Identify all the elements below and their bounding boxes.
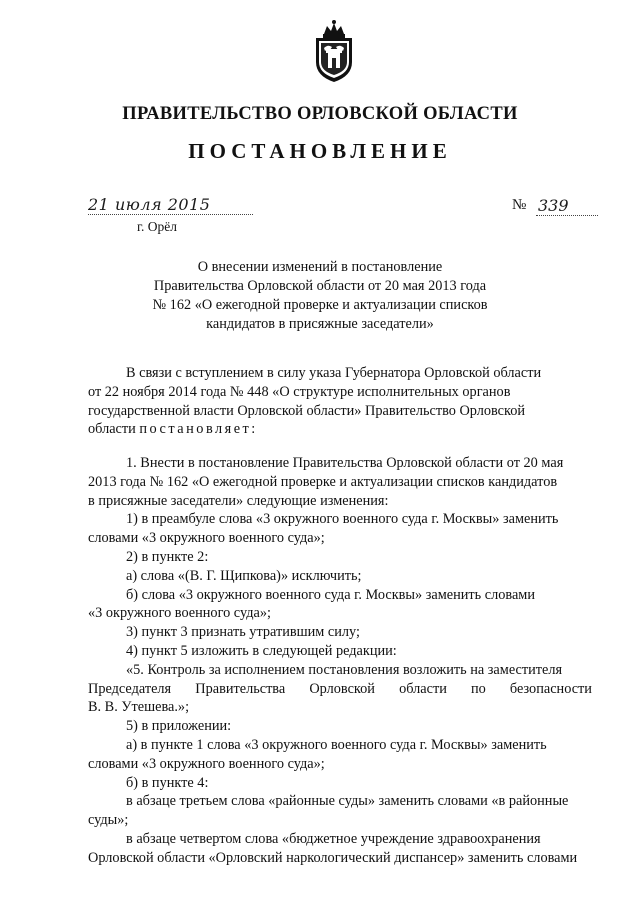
- subject-line: № 162 «О ежегодной проверке и актуализации списков: [152, 297, 488, 313]
- subject-line: кандидатов в присяжные заседатели»: [206, 316, 434, 332]
- text-line: словами «3 окружного военного суда»;: [88, 530, 325, 547]
- number-underline: [536, 215, 598, 216]
- resolution-body: [88, 454, 592, 868]
- document-type-heading: ПОСТАНОВЛЕНИЕ: [188, 139, 452, 163]
- text-line: суды»;: [88, 812, 129, 829]
- text-fragment: области: [88, 421, 136, 438]
- word: Правительства: [195, 680, 286, 697]
- text-line: в абзаце четвертом слова «бюджетное учреждение здравоохранения: [126, 830, 541, 847]
- word: Председателя: [88, 680, 172, 697]
- text-line: «3 окружного военного суда»;: [88, 605, 271, 622]
- text-line: в присяжные заседатели» следующие изменения:: [88, 492, 389, 509]
- text-line: 1. Внести в постановление Правительства Орловской области от 20 мая: [126, 455, 564, 471]
- text-line: от 22 ноября 2014 года № 448 «О структуре исполнительных органов: [88, 383, 511, 400]
- city-label: г. Орёл: [137, 219, 177, 234]
- word: области: [399, 680, 447, 697]
- text-line: словами «3 окружного военного суда»;: [88, 755, 325, 772]
- text-line: [88, 420, 592, 439]
- text-line: а) в пункте 1 слова «3 окружного военного суда г. Москвы» заменить: [126, 736, 547, 753]
- document-number-field: [512, 197, 602, 219]
- text-line: 2013 года № 162 «О ежегодной проверке и актуализации списков кандидатов: [88, 473, 558, 490]
- text-line: государственной власти Орловской области» Правительство Орловской: [88, 402, 526, 419]
- text-line: в абзаце третьем слова «районные суды» заменить словами «в районные: [126, 793, 569, 810]
- text-line: б) в пункте 4:: [126, 774, 209, 791]
- organization-title: ПРАВИТЕЛЬСТВО ОРЛОВСКОЙ ОБЛАСТИ: [122, 104, 518, 124]
- text-line: 2) в пункте 2:: [126, 548, 209, 565]
- preamble-paragraph: [88, 364, 592, 439]
- text-line: В. В. Утешева.»;: [88, 699, 190, 716]
- text-line: В связи с вступлением в силу указа Губернатора Орловской области: [126, 365, 542, 381]
- handwritten-date: 21 июля 2015: [88, 195, 211, 214]
- resolution-word: постановляет:: [139, 421, 258, 438]
- text-line: 4) пункт 5 изложить в следующей редакции:: [126, 642, 397, 659]
- text-line: 5) в приложении:: [126, 718, 232, 735]
- word: Орловской: [309, 680, 375, 697]
- word: по: [470, 680, 486, 697]
- number-sign: №: [512, 197, 527, 213]
- text-line: 3) пункт 3 признать утратившим силу;: [126, 624, 360, 641]
- date-underline: [88, 214, 253, 215]
- word: безопасности: [509, 680, 592, 697]
- text-line: 1) в преамбуле слова «3 окружного военного суда г. Москвы» заменить: [126, 511, 559, 528]
- subject-line: О внесении изменений в постановление: [197, 259, 443, 275]
- text-line: «5. Контроль за исполнением постановления возложить на заместителя: [126, 661, 563, 678]
- document-subject: [150, 258, 490, 334]
- text-line: Орловской области «Орловский наркологический диспансер» заменить словами: [88, 849, 578, 866]
- subject-line: Правительства Орловской области от 20 мая 2013 года: [153, 278, 487, 294]
- handwritten-number: 339: [538, 196, 569, 215]
- justified-text-line: [88, 680, 592, 699]
- text-line: а) слова «(В. Г. Щипкова)» исключить;: [126, 567, 362, 584]
- text-line: б) слова «3 окружного военного суда г. Москвы» заменить словами: [126, 586, 536, 603]
- coat-of-arms-emblem: [310, 18, 358, 84]
- date-field: [88, 196, 258, 218]
